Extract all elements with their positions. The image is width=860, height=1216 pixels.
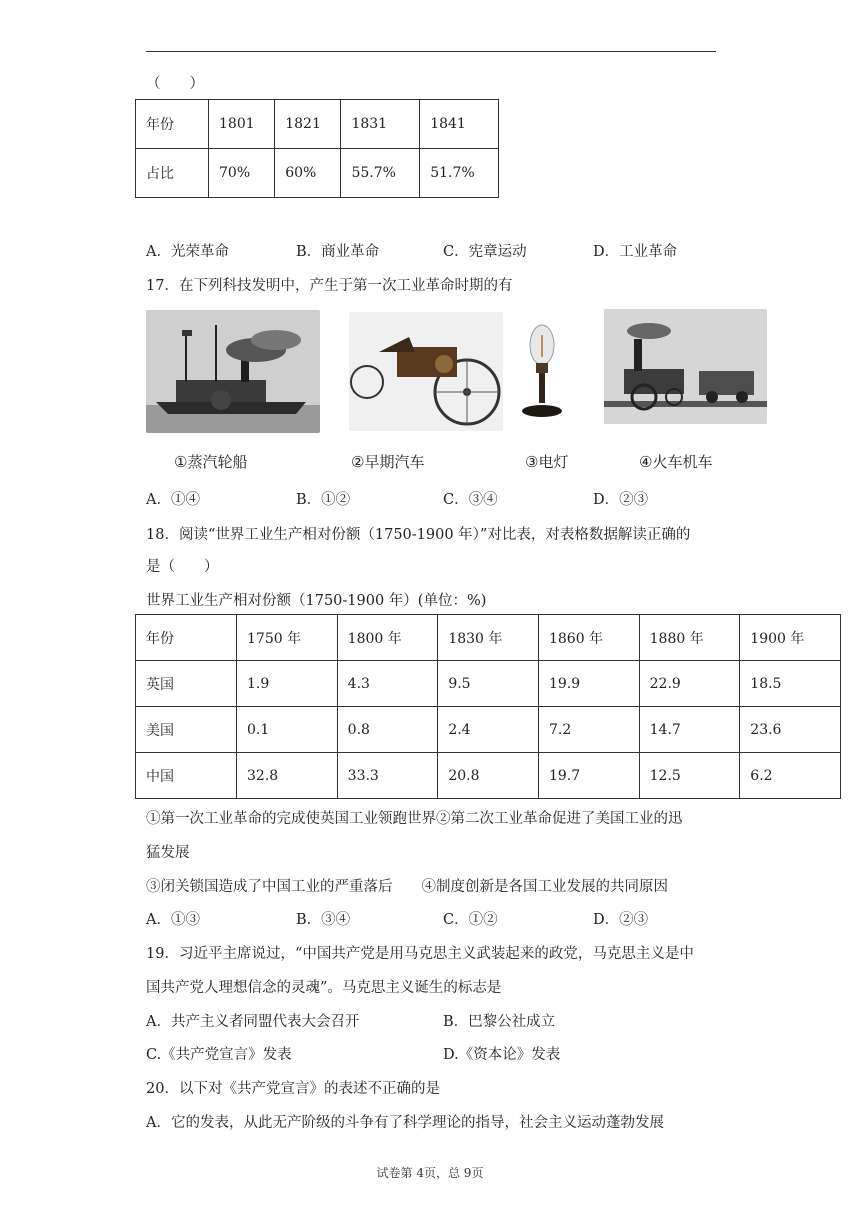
table-cell: 12.5 [639, 753, 740, 799]
electric-lamp-image [516, 317, 567, 423]
table-row [136, 100, 499, 149]
table-row [136, 615, 841, 661]
locomotive-image [604, 309, 767, 424]
table-cell: 33.3 [337, 753, 438, 799]
q16-option-a[interactable]: A．光荣革命 [146, 244, 229, 260]
table-cell: 1800 年 [337, 615, 438, 661]
table-cell: 19.7 [538, 753, 639, 799]
table-row [136, 149, 499, 198]
table-cell: 1830 年 [438, 615, 539, 661]
q16-option-b[interactable]: B．商业革命 [296, 244, 380, 260]
q18-option-b[interactable]: B．③④ [296, 912, 351, 928]
q18-stem-line1: 18．阅读“世界工业生产相对份额（1750-1900 年）”对比表，对表格数据解读正确的 [146, 527, 691, 543]
table-cell: 0.8 [337, 707, 438, 753]
table-cell: 70% [209, 149, 275, 198]
q19-option-a[interactable]: A．共产主义者同盟代表大会召开 [146, 1014, 360, 1030]
table-cell: 1821 [275, 100, 341, 149]
steamboat-image [146, 310, 320, 433]
early-car-image [349, 312, 503, 431]
table-row [136, 753, 841, 799]
q16-option-c[interactable]: C．宪章运动 [443, 244, 527, 260]
table-cell: 英国 [136, 661, 237, 707]
q18-option-d[interactable]: D．②③ [593, 912, 649, 928]
table-cell: 年份 [136, 100, 209, 149]
caption-locomotive: ④火车机车 [639, 453, 713, 471]
table-cell: 1801 [209, 100, 275, 149]
q18-stem-line2: 是（ ） [146, 559, 219, 575]
table-cell: 9.5 [438, 661, 539, 707]
q17-stem: 17．在下列科技发明中，产生于第一次工业革命时期的有 [146, 278, 513, 294]
q17-option-a[interactable]: A．①④ [146, 492, 200, 508]
table-cell: 55.7% [341, 149, 420, 198]
proportion-table [135, 99, 499, 198]
table-cell: 1841 [420, 100, 499, 149]
table-cell: 1750 年 [237, 615, 338, 661]
table-cell: 中国 [136, 753, 237, 799]
table-row [136, 661, 841, 707]
q18-option-c[interactable]: C．①② [443, 912, 498, 928]
q16-option-d[interactable]: D．工业革命 [593, 244, 678, 260]
question-16-paren: （ ） [146, 76, 204, 92]
header-rule [146, 51, 716, 52]
q17-option-b[interactable]: B．①② [296, 492, 351, 508]
q18-statement-2: ③闭关锁国造成了中国工业的严重落后 ④制度创新是各国工业发展的共同原因 [146, 879, 668, 895]
q19-option-c[interactable]: C.《共产党宣言》发表 [146, 1047, 292, 1063]
table-cell: 1900 年 [740, 615, 841, 661]
q18-table-title: 世界工业生产相对份额（1750-1900 年）(单位：%) [146, 593, 487, 609]
table-cell: 18.5 [740, 661, 841, 707]
table-cell: 23.6 [740, 707, 841, 753]
table-cell: 占比 [136, 149, 209, 198]
q18-option-a[interactable]: A．①③ [146, 912, 200, 928]
table-cell: 1.9 [237, 661, 338, 707]
q17-option-d[interactable]: D．②③ [593, 492, 649, 508]
table-cell: 60% [275, 149, 341, 198]
q19-stem-line1: 19．习近平主席说过，“中国共产党是用马克思主义武装起来的政党，马克思主义是中 [146, 946, 694, 962]
table-cell: 19.9 [538, 661, 639, 707]
table-cell: 0.1 [237, 707, 338, 753]
table-cell: 51.7% [420, 149, 499, 198]
table-cell: 美国 [136, 707, 237, 753]
table-cell: 1831 [341, 100, 420, 149]
q17-option-c[interactable]: C．③④ [443, 492, 498, 508]
table-cell: 1880 年 [639, 615, 740, 661]
q18-statement-1-cont: 猛发展 [146, 845, 190, 861]
table-cell: 7.2 [538, 707, 639, 753]
table-cell: 4.3 [337, 661, 438, 707]
table-cell: 14.7 [639, 707, 740, 753]
caption-early-car: ②早期汽车 [351, 453, 425, 471]
q20-option-a[interactable]: A．它的发表，从此无产阶级的斗争有了科学理论的指导，社会主义运动蓬勃发展 [146, 1115, 664, 1131]
caption-electric-lamp: ③电灯 [525, 453, 569, 471]
q19-option-d[interactable]: D.《资本论》发表 [443, 1047, 561, 1063]
table-cell: 32.8 [237, 753, 338, 799]
page-footer: 试卷第 4页，总 9页 [376, 1166, 484, 1180]
q18-statement-1: ①第一次工业革命的完成使英国工业领跑世界②第二次工业革命促进了美国工业的迅 [146, 811, 683, 827]
table-cell: 2.4 [438, 707, 539, 753]
table-cell: 年份 [136, 615, 237, 661]
table-cell: 22.9 [639, 661, 740, 707]
caption-steamboat: ①蒸汽轮船 [174, 453, 248, 471]
table-cell: 20.8 [438, 753, 539, 799]
table-cell: 1860 年 [538, 615, 639, 661]
q19-stem-line2: 国共产党人理想信念的灵魂”。马克思主义诞生的标志是 [146, 980, 502, 996]
table-row [136, 707, 841, 753]
q20-stem: 20．以下对《共产党宣言》的表述不正确的是 [146, 1081, 440, 1097]
q19-option-b[interactable]: B．巴黎公社成立 [443, 1014, 556, 1030]
table-cell: 6.2 [740, 753, 841, 799]
industrial-share-table [135, 614, 841, 799]
